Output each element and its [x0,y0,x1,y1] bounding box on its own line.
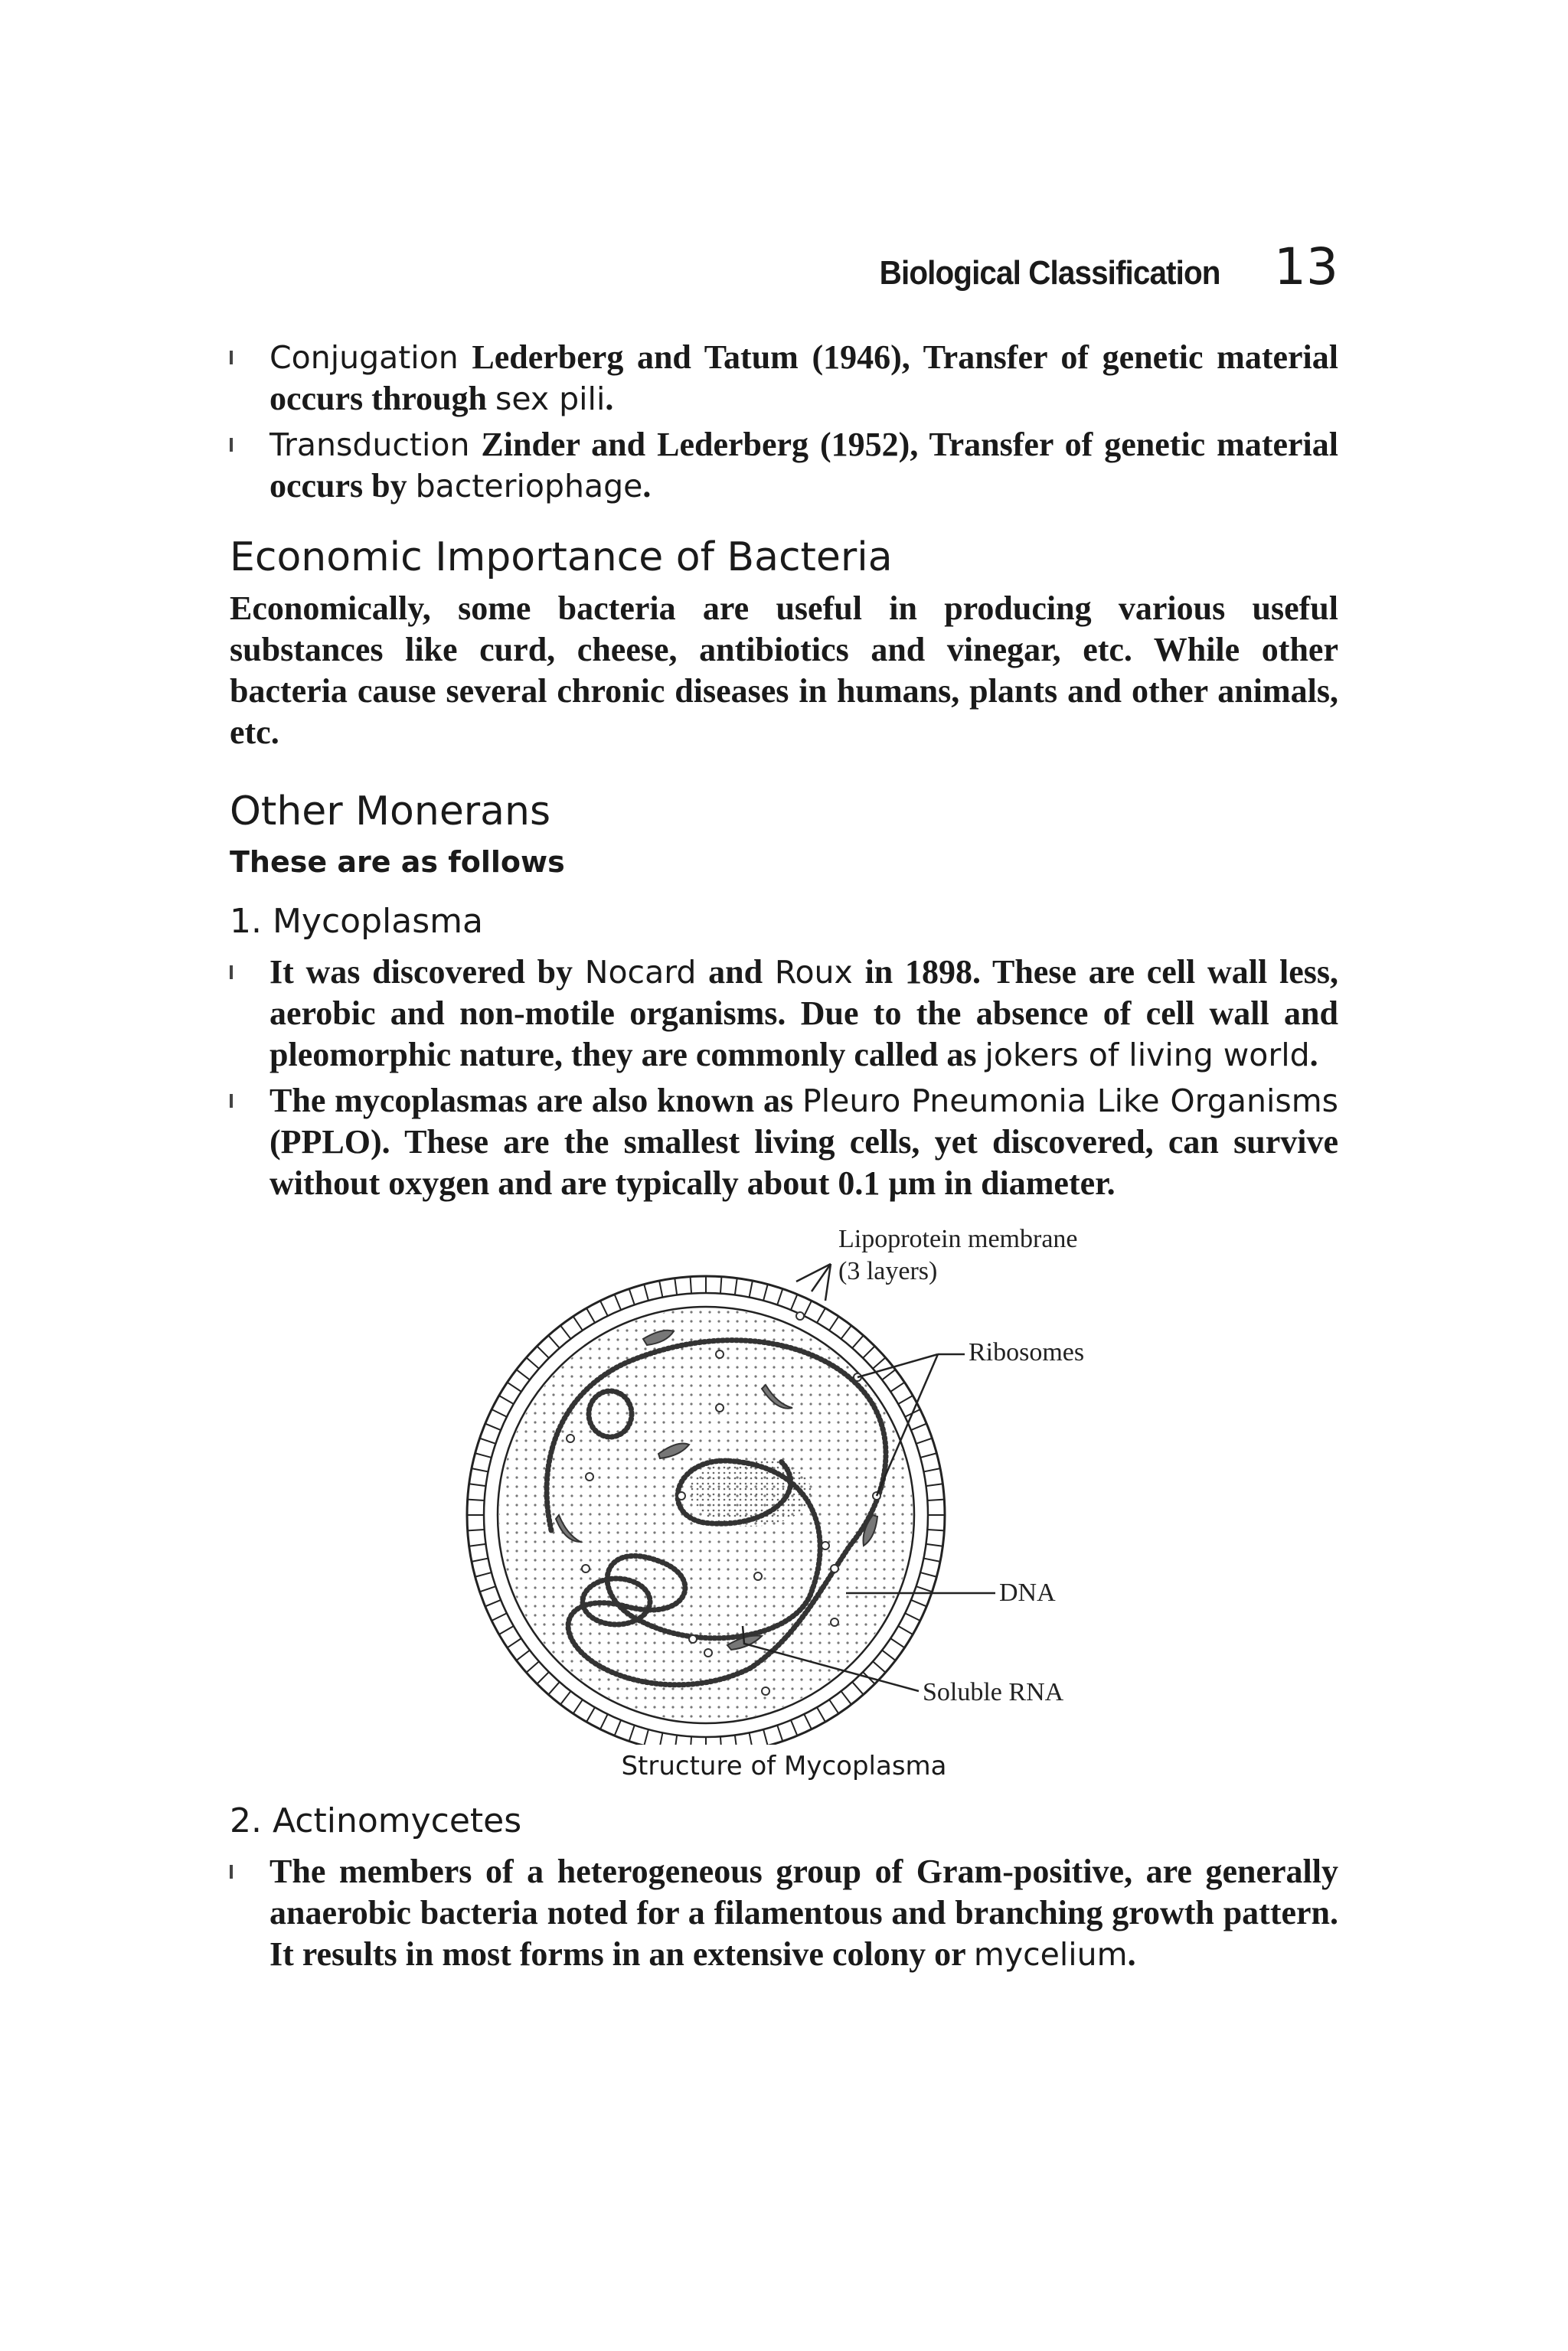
page-content [230,337,1338,1975]
label-ribosomes: Ribosomes [969,1338,1085,1367]
term-mycelium: mycelium [973,1936,1128,1973]
term-pplo: Pleuro Pneumonia Like Organisms [802,1082,1338,1119]
label-lipoprotein-membrane: Lipoprotein membrane [838,1225,1078,1253]
label-membrane-layers: (3 layers) [838,1257,938,1285]
term-bacteriophage: bacteriophage [415,468,643,504]
bullet-text: and [696,953,775,991]
running-header [850,237,1338,296]
bullet-transduction [230,424,1338,507]
term-sex-pili: sex pili [495,380,606,417]
term-jokers: jokers of living world [985,1037,1310,1073]
heading-actinomycetes: 2. Actinomycetes [230,1801,522,1840]
term-nocard: Nocard [584,954,697,991]
bullet-marker [230,351,233,364]
monerans-intro: These are as follows [230,845,565,879]
bullet-mycoplasma-discovery [230,952,1338,1076]
term-roux: Roux [774,954,853,991]
mycoplasma-figure [230,1209,1338,1745]
bullet-marker [230,438,233,452]
bullet-text: The members of a heterogeneous group of Gram-positive, are generally anaerobic bacteria noted for a filamentous and branching growth pattern. It results in most forms in an extensive colony or [270,1853,1338,1973]
mycoplasma-diagram [230,1209,1338,1745]
nucleoid-region [689,1458,812,1527]
term-transduction: Transduction [270,426,470,463]
economic-paragraph: Economically, some bacteria are useful in producing various useful substances like curd, cheese, antibiotics and vinegar, etc. While other bacteria cause several chronic diseases in humans, plants and other animals, etc. [230,589,1338,751]
bullet-marker [230,1865,233,1879]
bullet-text: The mycoplasmas are also known as [270,1082,802,1119]
term-conjugation: Conjugation [270,339,459,376]
bullet-text: (PPLO). These are the smallest living cells, yet discovered, can survive without oxygen and are typically about 0.1 µm in diameter. [270,1123,1338,1202]
heading-other-monerans: Other Monerans [230,789,551,834]
bullet-marker [230,1094,233,1108]
bullet-text: . [642,467,652,504]
figure-caption: Structure of Mycoplasma [621,1751,947,1781]
bullet-text: in 1898. These are cell wall less, aerobic and non-motile organisms. Due to the absence of cell wall and pleomorphic nature, they are commonly called as [270,953,1338,1073]
page-number: 13 [1274,237,1338,296]
bullet-text: It was discovered by [270,953,585,991]
heading-mycoplasma: 1. Mycoplasma [230,902,483,941]
header-title: Biological Classification [880,254,1221,292]
bullet-marker [230,965,233,979]
bullet-mycoplasma-pplo [230,1080,1338,1204]
heading-economic-importance: Economic Importance of Bacteria [230,534,893,580]
bullet-actinomycetes [230,1851,1338,1975]
label-soluble-rna: Soluble RNA [923,1678,1064,1706]
bullet-text: . [1127,1935,1136,1973]
bullet-text: . [605,380,614,417]
bullet-conjugation [230,337,1338,420]
bullet-text: Lederberg and Tatum (1946), Transfer of genetic material occurs through [270,338,1338,417]
bullet-text: . [1309,1036,1318,1073]
label-dna: DNA [999,1579,1056,1607]
bullet-text: Zinder and Lederberg (1952), Transfer of genetic material occurs by [270,426,1338,504]
